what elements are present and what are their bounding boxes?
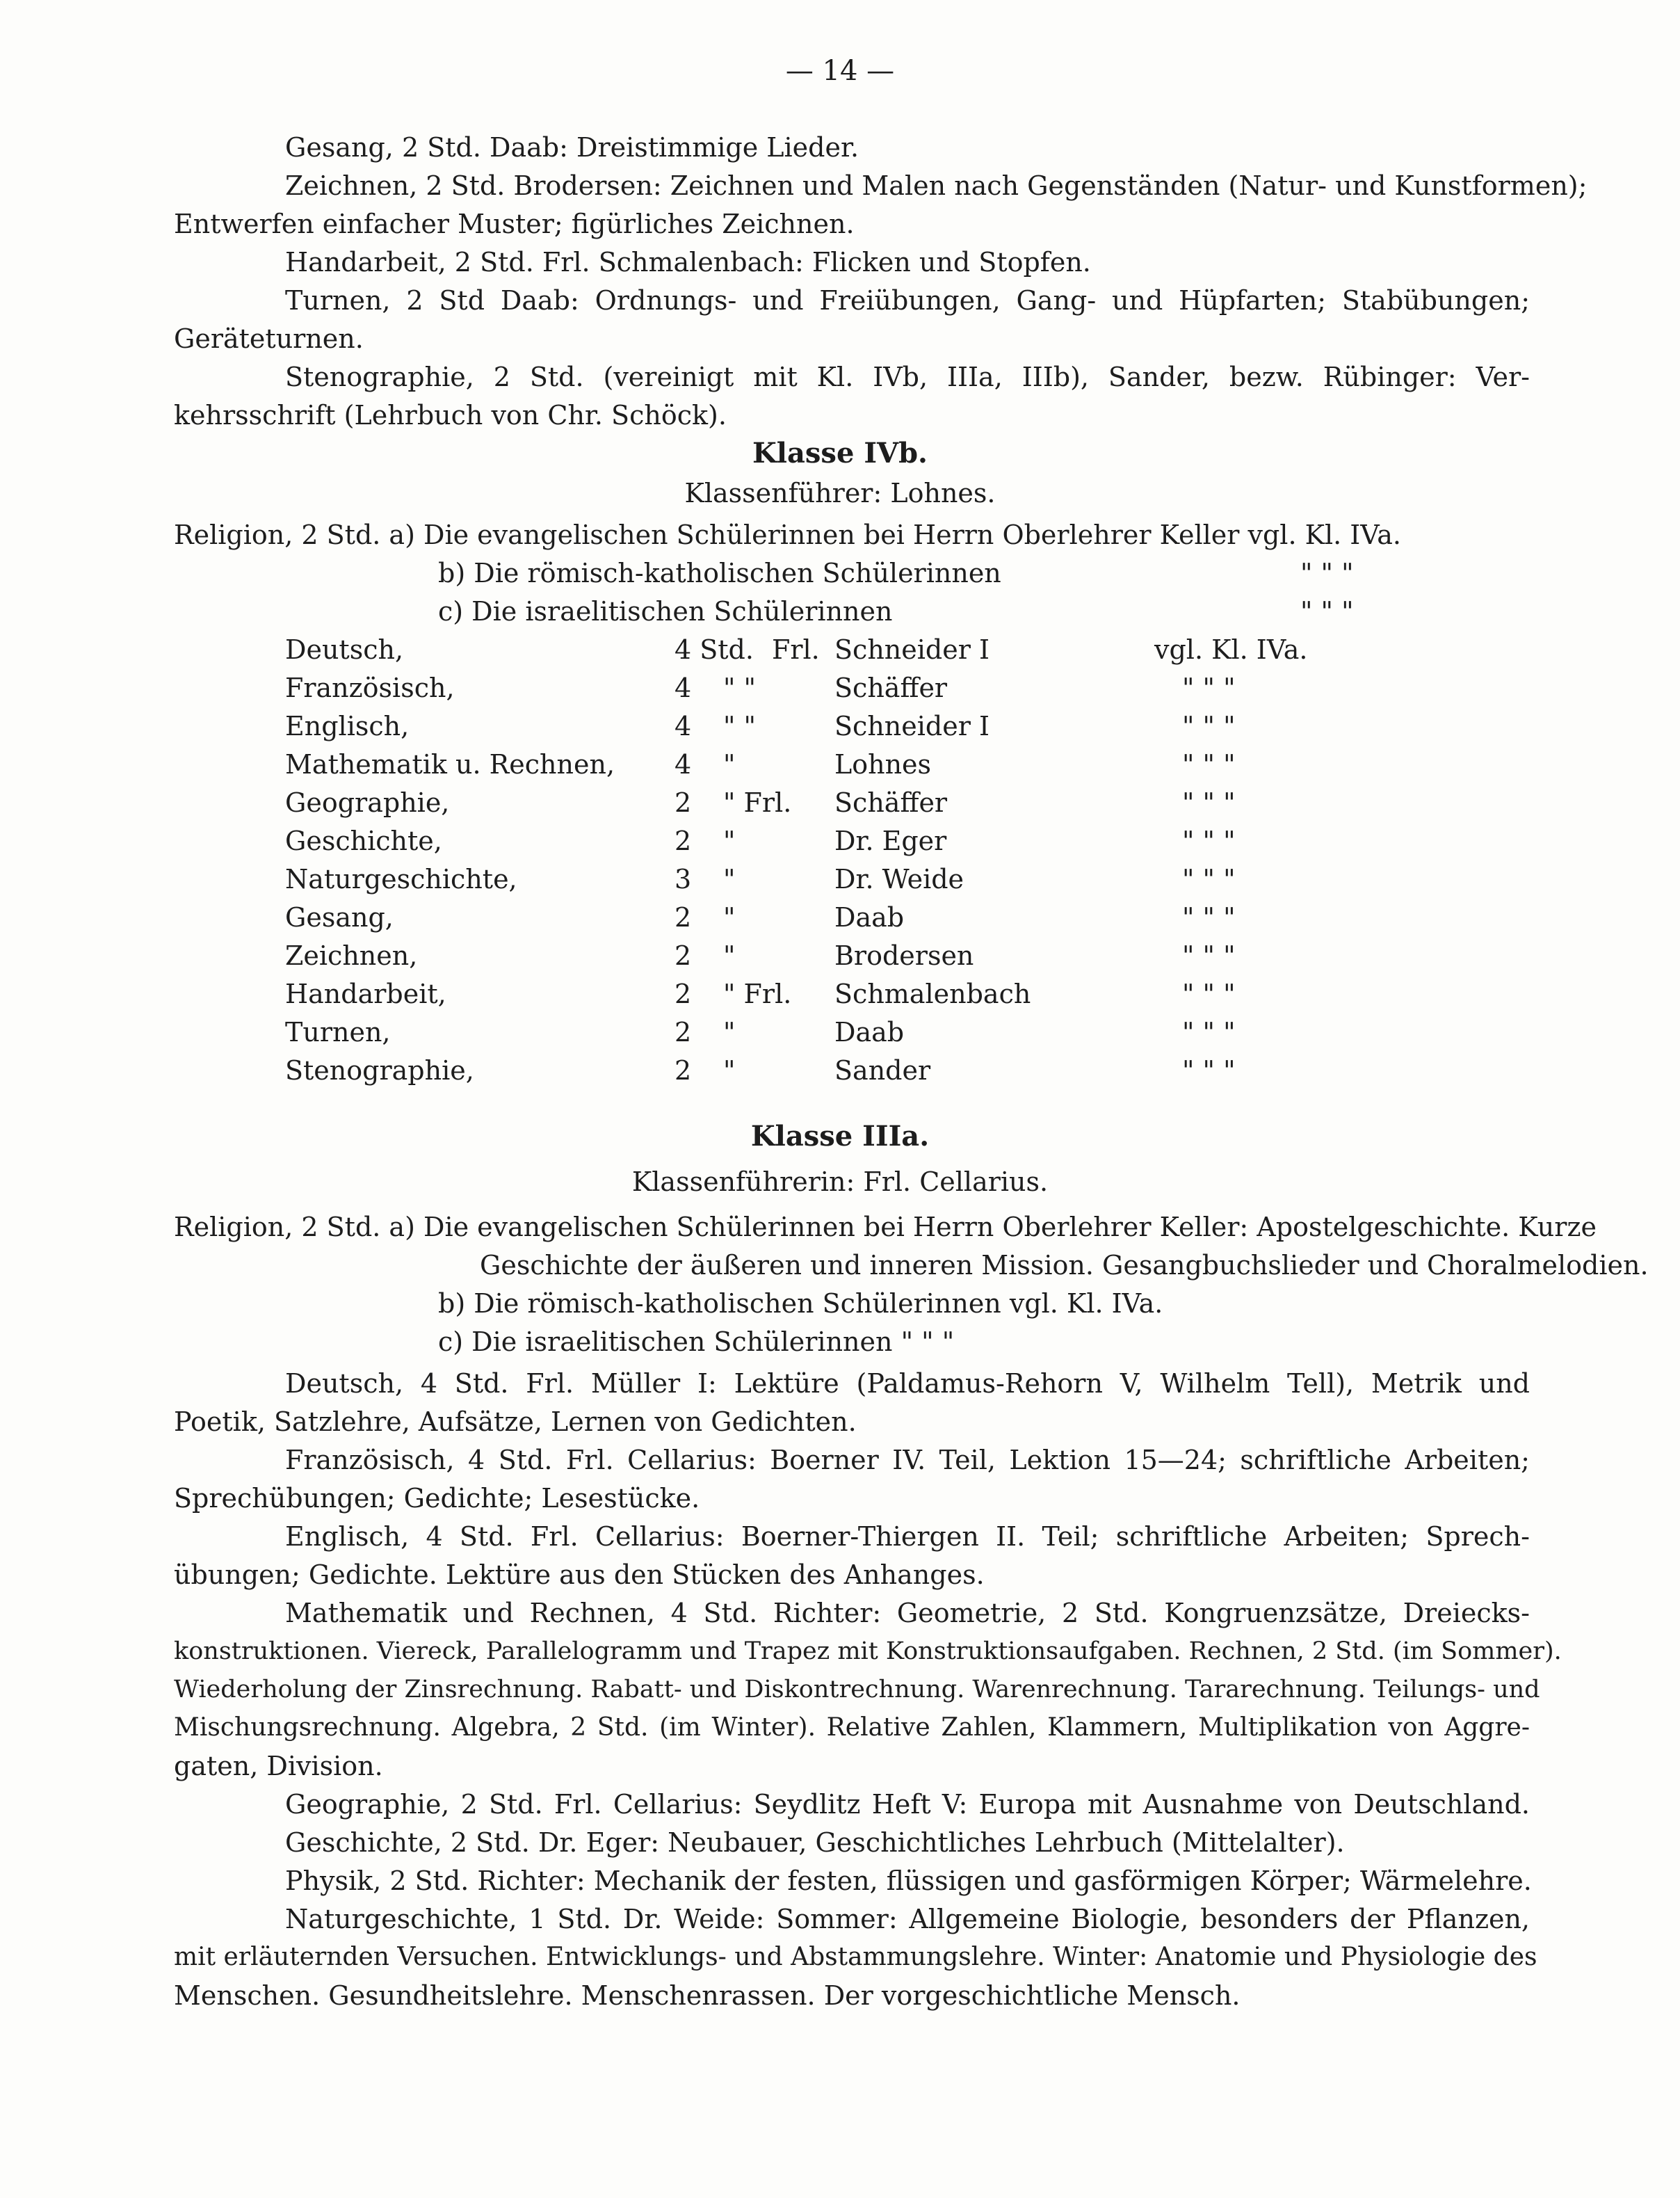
title-cell: " <box>723 1055 736 1086</box>
subject-cell: Gesang, <box>285 902 394 933</box>
subject-cell: Französisch, <box>285 673 455 703</box>
title-cell: " <box>723 902 736 933</box>
subject-cell: Stenographie, <box>285 1055 474 1086</box>
text-line: Religion, 2 Std. a) Die evangelischen Schülerinnen bei Herrn Oberlehrer Keller: Apostelgeschichte. Kurze <box>174 1212 1597 1242</box>
section-heading: Klasse IIIa. <box>750 1120 930 1153</box>
hours-cell: 4 <box>675 711 692 741</box>
teacher-cell: Dr. Eger <box>834 826 947 856</box>
subject-cell: Turnen, <box>285 1017 391 1048</box>
text-line: b) Die römisch-katholischen Schülerinnen vgl. Kl. IVa. <box>438 1288 1163 1319</box>
title-cell: " Frl. <box>723 979 792 1009</box>
hours-cell: 2 <box>675 979 692 1009</box>
teacher-cell: Sander <box>834 1055 931 1086</box>
teacher-cell: Daab <box>834 902 905 933</box>
hours-cell: 4 <box>675 749 692 780</box>
teacher-cell: Lohnes <box>834 749 932 780</box>
subject-cell: Mathematik u. Rechnen, <box>285 749 615 780</box>
reference-cell: vgl. Kl. IVa. <box>1154 634 1308 665</box>
teacher-cell: Schäffer <box>834 673 948 703</box>
religion-line: Religion, 2 Std. a) Die evangelischen Schülerinnen bei Herrn Oberlehrer Keller vgl. Kl. IVa. <box>174 520 1401 550</box>
text-line: Geschichte der äußeren und inneren Mission. Gesangbuchslieder und Choralmelodien. <box>480 1250 1649 1281</box>
subject-cell: Zeichnen, <box>285 940 418 971</box>
text-line: gaten, Division. <box>174 1751 383 1781</box>
text-line: Gesang, 2 Std. Daab: Dreistimmige Lieder. <box>285 132 859 163</box>
text-line: kehrsschrift (Lehrbuch von Chr. Schöck). <box>174 400 727 431</box>
text-line: Sprechübungen; Gedichte; Lesestücke. <box>174 1483 700 1514</box>
title-cell: " " <box>723 711 757 741</box>
title-cell: " <box>723 864 736 895</box>
subject-cell: Naturgeschichte, <box>285 864 517 895</box>
text-line: Englisch, 4 Std. Frl. Cellarius: Boerner-Thiergen II. Teil; schriftliche Arbeiten; Sprech- <box>285 1521 1530 1552</box>
religion-line: c) Die israelitischen Schülerinnen <box>438 596 893 627</box>
text-line: Handarbeit, 2 Std. Frl. Schmalenbach: Flicken und Stopfen. <box>285 247 1091 278</box>
title-cell: " <box>723 1017 736 1048</box>
reference-cell: " " " <box>1182 749 1236 780</box>
teacher-cell: Brodersen <box>834 940 974 971</box>
teacher-cell: Schäffer <box>834 787 948 818</box>
text-line: Stenographie, 2 Std. (vereinigt mit Kl. IVb, IIIa, IIIb), Sander, bezw. Rübinger: Ver- <box>285 362 1530 392</box>
subject-cell: Deutsch, <box>285 634 404 665</box>
text-line: Geräteturnen. <box>174 323 364 354</box>
hours-cell: 2 <box>675 826 692 856</box>
text-line: Entwerfen einfacher Muster; figürliches Zeichnen. <box>174 209 855 239</box>
reference-cell: " " " <box>1182 1055 1236 1086</box>
ditto-mark: " " " <box>1300 558 1354 588</box>
text-line: Naturgeschichte, 1 Std. Dr. Weide: Sommer: Allgemeine Biologie, besonders der Pflanzen, <box>285 1904 1530 1934</box>
teacher-cell: Schmalenbach <box>834 979 1031 1009</box>
text-line: Poetik, Satzlehre, Aufsätze, Lernen von Gedichten. <box>174 1406 857 1437</box>
title-cell: " " <box>723 673 757 703</box>
hours-cell: 2 <box>675 1017 692 1048</box>
title-cell: " <box>723 940 736 971</box>
text-line: Geographie, 2 Std. Frl. Cellarius: Seydlitz Heft V: Europa mit Ausnahme von Deutschland. <box>285 1789 1530 1820</box>
reference-cell: " " " <box>1182 902 1236 933</box>
reference-cell: " " " <box>1182 864 1236 895</box>
reference-cell: " " " <box>1182 787 1236 818</box>
text-line: Zeichnen, 2 Std. Brodersen: Zeichnen und Malen nach Gegenständen (Natur- und Kunstformen); <box>285 170 1588 201</box>
hours-cell: 2 <box>675 940 692 971</box>
reference-cell: " " " <box>1182 826 1236 856</box>
reference-cell: " " " <box>1182 1017 1236 1048</box>
text-line: Französisch, 4 Std. Frl. Cellarius: Boerner IV. Teil, Lektion 15—24; schriftliche Arbeiten; <box>285 1445 1530 1475</box>
hours-cell: 2 <box>675 1055 692 1086</box>
class-teacher: Klassenführer: Lohnes. <box>684 478 996 508</box>
title-cell: " Frl. <box>723 787 792 818</box>
subject-cell: Geschichte, <box>285 826 442 856</box>
hours-cell: 4 <box>675 673 692 703</box>
text-line: konstruktionen. Viereck, Parallelogramm und Trapez mit Konstruktionsaufgaben. Rechnen, 2 Std. (im Sommer). <box>174 1637 1562 1665</box>
teacher-cell: Daab <box>834 1017 905 1048</box>
text-line: mit erläuternden Versuchen. Entwicklungs- und Abstammungslehre. Winter: Anatomie und Physiologie des <box>174 1943 1537 1971</box>
text-line: Menschen. Gesundheitslehre. Menschenrassen. Der vorgeschichtliche Mensch. <box>174 1980 1241 2011</box>
reference-cell: " " " <box>1182 673 1236 703</box>
teacher-cell: Schneider I <box>834 711 990 741</box>
teacher-cell: Dr. Weide <box>834 864 964 895</box>
hours-cell: 2 <box>675 902 692 933</box>
title-cell: " <box>723 826 736 856</box>
text-line: Geschichte, 2 Std. Dr. Eger: Neubauer, Geschichtliches Lehrbuch (Mittelalter). <box>285 1827 1345 1858</box>
page-number: — 14 — <box>785 55 895 87</box>
reference-cell: " " " <box>1182 940 1236 971</box>
religion-line: b) Die römisch-katholischen Schülerinnen <box>438 558 1001 588</box>
hours-cell: 4 Std. <box>675 634 754 665</box>
text-line: Deutsch, 4 Std. Frl. Müller I: Lektüre (Paldamus-Rehorn V, Wilhelm Tell), Metrik und <box>285 1368 1530 1399</box>
teacher-cell: Schneider I <box>834 634 990 665</box>
reference-cell: " " " <box>1182 711 1236 741</box>
text-line: Mischungsrechnung. Algebra, 2 Std. (im Winter). Relative Zahlen, Klammern, Multiplikation von Aggre- <box>174 1713 1530 1742</box>
text-line: Wiederholung der Zinsrechnung. Rabatt- und Diskontrechnung. Warenrechnung. Tararechnung. Teilungs- und <box>174 1676 1540 1703</box>
hours-cell: 3 <box>675 864 692 895</box>
title-cell: " <box>723 749 736 780</box>
title-cell: Frl. <box>772 634 820 665</box>
subject-cell: Handarbeit, <box>285 979 446 1009</box>
subject-cell: Englisch, <box>285 711 410 741</box>
section-heading: Klasse IVb. <box>752 437 928 470</box>
text-line: c) Die israelitischen Schülerinnen " " " <box>438 1326 955 1357</box>
text-line: Physik, 2 Std. Richter: Mechanik der festen, flüssigen und gasförmigen Körper; Wärmelehre. <box>285 1866 1532 1896</box>
reference-cell: " " " <box>1182 979 1236 1009</box>
subject-cell: Geographie, <box>285 787 450 818</box>
text-line: übungen; Gedichte. Lektüre aus den Stücken des Anhanges. <box>174 1559 985 1590</box>
text-line: Turnen, 2 Std Daab: Ordnungs- und Freiübungen, Gang- und Hüpfarten; Stabübungen; <box>285 285 1530 316</box>
ditto-mark: " " " <box>1300 596 1354 627</box>
class-teacher: Klassenführerin: Frl. Cellarius. <box>631 1166 1049 1197</box>
hours-cell: 2 <box>675 787 692 818</box>
text-line: Mathematik und Rechnen, 4 Std. Richter: Geometrie, 2 Std. Kongruenzsätze, Dreiecks- <box>285 1598 1530 1628</box>
